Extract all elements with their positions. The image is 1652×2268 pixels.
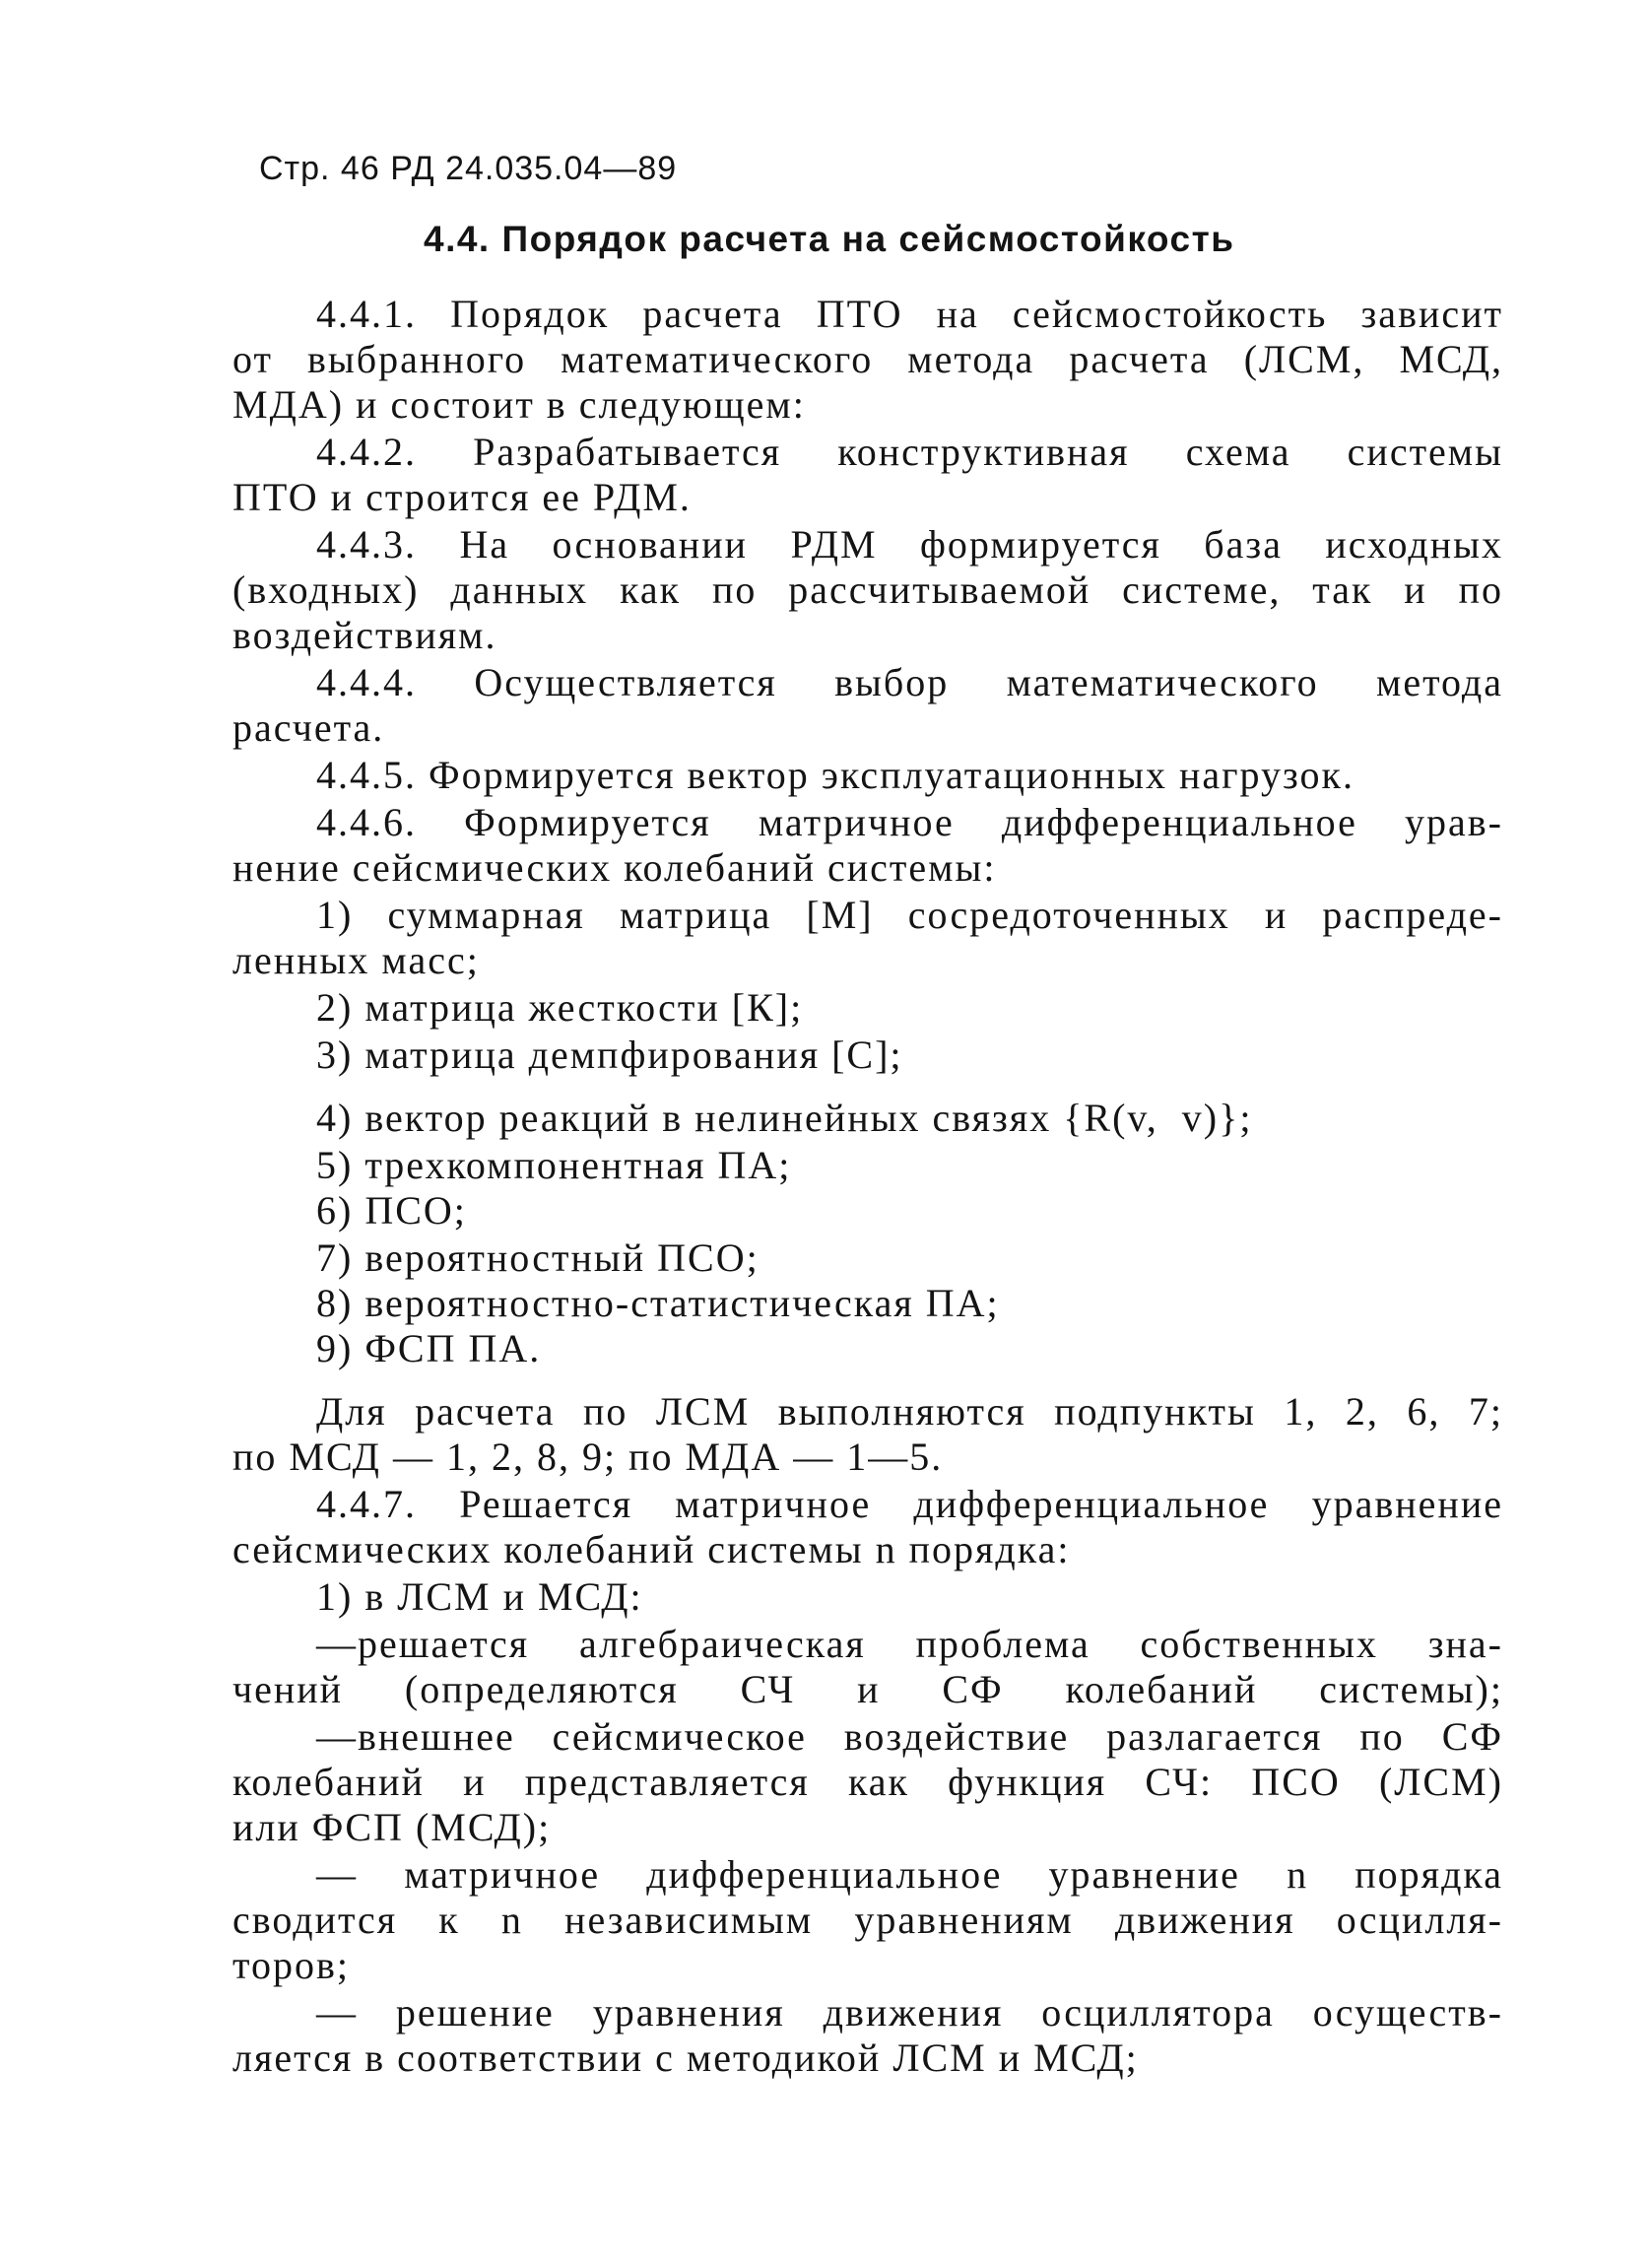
text-line: 8) вероятностно-статистическая ПА; bbox=[316, 1281, 1000, 1325]
text-line: 4) вектор реакций в нелинейных связях {R(v, v)}; bbox=[316, 1096, 1253, 1140]
text-line: 4.4.7. Решается матричное дифференциальное уравнение bbox=[316, 1482, 1503, 1526]
text-line: торов; bbox=[232, 1943, 350, 1987]
text-line: от выбранного математического метода расчета (ЛСМ, МСД, bbox=[232, 337, 1503, 381]
text-line: или ФСП (МСД); bbox=[232, 1805, 552, 1849]
text-line: ленных масс; bbox=[232, 938, 480, 982]
text-line: МДА) и состоит в следующем: bbox=[232, 382, 806, 427]
text-line: 4.4.6. Формируется матричное дифференциальное урав- bbox=[316, 800, 1503, 844]
text-line: — матричное дифференциальное уравнение n порядка bbox=[316, 1852, 1503, 1897]
text-line: ПТО и строится ее РДМ. bbox=[232, 475, 692, 519]
text-line: воздействиям. bbox=[232, 613, 497, 657]
section-title: 4.4. Порядок расчета на сейсмостойкость bbox=[424, 219, 1235, 259]
text-line: 5) трехкомпонентная ПА; bbox=[316, 1143, 792, 1187]
page-header: Стр. 46 РД 24.035.04—89 bbox=[259, 150, 678, 187]
text-line: 6) ПСО; bbox=[316, 1188, 467, 1233]
text-line: 4.4.2. Разрабатывается конструктивная схема системы bbox=[316, 430, 1503, 474]
text-line: колебаний и представляется как функция СЧ: ПСО (ЛСМ) bbox=[232, 1760, 1503, 1804]
text-line: сводится к n независимым уравнениям движения осцилля- bbox=[232, 1898, 1503, 1942]
text-line: по МСД — 1, 2, 8, 9; по МДА — 1—5. bbox=[232, 1434, 944, 1479]
text-line: —внешнее сейсмическое воздействие разлагается по СФ bbox=[316, 1714, 1503, 1759]
text-line: ляется в соответствии с методикой ЛСМ и МСД; bbox=[232, 2035, 1139, 2080]
text-line: 3) матрица демпфирования [С]; bbox=[316, 1033, 903, 1077]
text-line: —решается алгебраическая проблема собственных зна- bbox=[316, 1622, 1503, 1666]
text-line: 2) матрица жесткости [К]; bbox=[316, 985, 804, 1030]
text-line: — решение уравнения движения осциллятора осуществ- bbox=[316, 1990, 1503, 2035]
text-line: нение сейсмических колебаний системы: bbox=[232, 845, 997, 890]
text-line: расчета. bbox=[232, 705, 385, 750]
text-line: 1) суммарная матрица [М] сосредоточенных и распреде- bbox=[316, 893, 1503, 937]
text-line: чений (определяются СЧ и СФ колебаний системы); bbox=[232, 1667, 1503, 1711]
text-line: 7) вероятностный ПСО; bbox=[316, 1235, 760, 1280]
text-line: 4.4.1. Порядок расчета ПТО на сейсмостойкость зависит bbox=[316, 292, 1503, 336]
text-line: (входных) данных как по рассчитываемой системе, так и по bbox=[232, 567, 1503, 612]
text-line: 4.4.4. Осуществляется выбор математического метода bbox=[316, 660, 1503, 704]
text-line: 4.4.5. Формируется вектор эксплуатационных нагрузок. bbox=[316, 753, 1355, 797]
text-line: 4.4.3. На основании РДМ формируется база исходных bbox=[316, 522, 1503, 567]
text-line: сейсмических колебаний системы n порядка: bbox=[232, 1527, 1071, 1571]
text-line: 1) в ЛСМ и МСД: bbox=[316, 1574, 643, 1619]
text-line: 9) ФСП ПА. bbox=[316, 1326, 542, 1370]
text-line: Для расчета по ЛСМ выполняются подпункты 1, 2, 6, 7; bbox=[316, 1389, 1503, 1434]
